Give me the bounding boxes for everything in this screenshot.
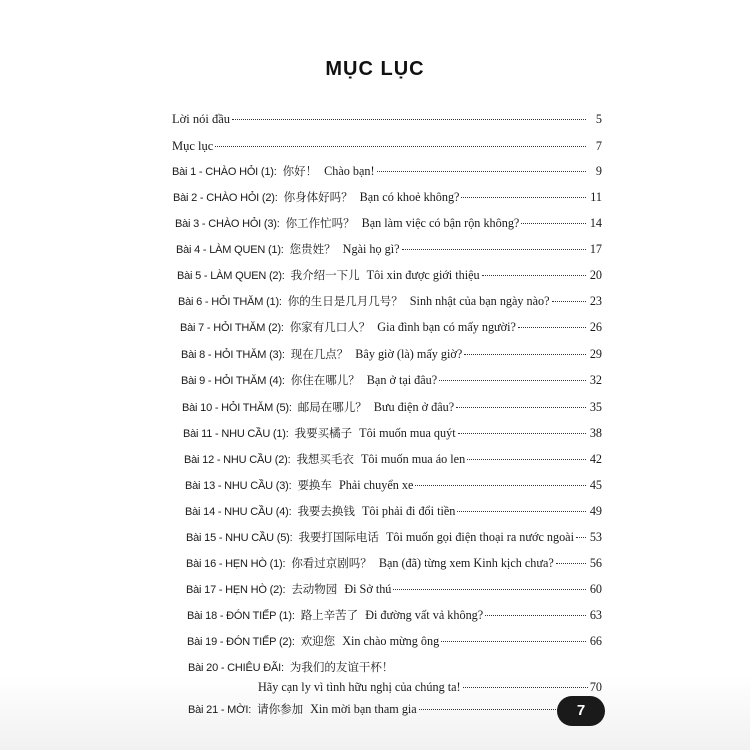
chinese-title: 欢迎您 bbox=[300, 634, 336, 648]
chinese-title: 去动物园 bbox=[291, 582, 338, 596]
toc-row[interactable] bbox=[182, 400, 602, 416]
vietnamese-title: Tôi muốn mua quýt bbox=[359, 426, 456, 440]
chinese-title: 你工作忙吗？ bbox=[285, 216, 355, 230]
toc-row[interactable] bbox=[176, 242, 602, 258]
lesson-number: Bài 11 - NHU CẦU (1): bbox=[183, 428, 289, 440]
toc-row-continuation[interactable] bbox=[258, 680, 602, 695]
toc-row-label bbox=[178, 294, 550, 310]
toc-row-label bbox=[181, 347, 462, 363]
lesson-number: Bài 13 - NHU CẦU (3): bbox=[185, 480, 292, 492]
chinese-title: 你看过京剧吗？ bbox=[291, 556, 372, 570]
toc-row-label bbox=[187, 634, 439, 650]
toc-row[interactable] bbox=[188, 660, 602, 676]
chinese-title: 你住在哪儿？ bbox=[290, 373, 360, 387]
chinese-title: 我要去换钱 bbox=[297, 504, 355, 518]
toc-row[interactable] bbox=[177, 268, 602, 284]
page-ref: 38 bbox=[589, 426, 602, 440]
lesson-number: Bài 5 - LÀM QUEN (2): bbox=[177, 270, 285, 282]
vietnamese-title: Lời nói đầu bbox=[172, 112, 230, 126]
dot-leader bbox=[402, 248, 586, 250]
chinese-title: 我要打国际电话 bbox=[298, 530, 379, 544]
vietnamese-title: Bưu điện ở đâu? bbox=[373, 400, 455, 414]
lesson-number: Bài 6 - HỎI THĂM (1): bbox=[178, 296, 282, 308]
page-ref: 14 bbox=[589, 216, 602, 230]
page-ref: 9 bbox=[595, 164, 602, 178]
vietnamese-title: Bạn có khoẻ không? bbox=[359, 190, 460, 204]
toc-row-label bbox=[177, 268, 480, 284]
toc-row[interactable] bbox=[184, 452, 602, 468]
toc-row[interactable] bbox=[183, 426, 602, 442]
toc-row[interactable] bbox=[187, 608, 602, 624]
lesson-number: Bài 3 - CHÀO HỎI (3): bbox=[175, 218, 280, 230]
toc-row-label bbox=[188, 660, 393, 676]
dot-leader bbox=[463, 686, 588, 688]
vietnamese-title: Chào bạn! bbox=[324, 164, 375, 178]
toc-row-label bbox=[184, 452, 465, 468]
dot-leader bbox=[456, 406, 586, 408]
toc-row[interactable] bbox=[185, 478, 602, 494]
toc-row[interactable] bbox=[186, 582, 602, 598]
dot-leader bbox=[485, 614, 586, 616]
page-ref: 26 bbox=[589, 320, 602, 334]
vietnamese-title: Tôi muốn mua áo len bbox=[360, 452, 466, 466]
toc-row-label bbox=[182, 400, 454, 416]
toc-row-label bbox=[186, 582, 391, 598]
page-ref: 60 bbox=[589, 582, 602, 596]
lesson-number: Bài 9 - HỎI THĂM (4): bbox=[181, 375, 285, 387]
toc-row[interactable] bbox=[172, 139, 602, 154]
toc-row-label bbox=[172, 112, 230, 127]
page-ref: 56 bbox=[589, 556, 602, 570]
chinese-title: 你家有几口人？ bbox=[289, 320, 371, 334]
toc-row[interactable] bbox=[186, 530, 602, 546]
vietnamese-title: Ngài họ gì? bbox=[342, 242, 400, 256]
toc-row[interactable] bbox=[172, 112, 602, 127]
lesson-number: Bài 21 - MỜI: bbox=[188, 704, 252, 716]
vietnamese-title: Hãy cạn ly vì tình hữu nghị của chúng ta! bbox=[258, 680, 461, 694]
page-ref: 5 bbox=[595, 112, 602, 126]
lesson-number: Bài 18 - ĐÓN TIẾP (1): bbox=[187, 610, 295, 622]
dot-leader bbox=[377, 170, 586, 172]
page-ref: 23 bbox=[589, 294, 602, 308]
page-ref: 17 bbox=[589, 242, 602, 256]
toc-row[interactable] bbox=[175, 216, 602, 232]
chinese-title: 邮局在哪儿？ bbox=[297, 400, 367, 414]
dot-leader bbox=[232, 118, 586, 120]
dot-leader bbox=[518, 326, 586, 328]
dot-leader bbox=[393, 588, 586, 590]
dot-leader bbox=[458, 432, 586, 434]
toc-row[interactable] bbox=[181, 373, 602, 389]
vietnamese-title: Đi đường vất vả không? bbox=[365, 608, 484, 622]
vietnamese-title: Bây giờ (là) mấy giờ? bbox=[355, 347, 463, 361]
page-ref: 32 bbox=[589, 373, 602, 387]
dot-leader bbox=[467, 458, 586, 460]
toc-row[interactable] bbox=[187, 634, 602, 650]
page-ref: 63 bbox=[589, 608, 602, 622]
lesson-number: Bài 10 - HỎI THĂM (5): bbox=[182, 402, 292, 414]
lesson-number: Bài 14 - NHU CẦU (4): bbox=[185, 506, 292, 518]
page-ref: 11 bbox=[590, 190, 602, 204]
page-ref: 7 bbox=[595, 139, 602, 153]
toc-row-label bbox=[180, 320, 516, 336]
toc-row-label bbox=[186, 530, 574, 546]
vietnamese-title: Bạn (đã) từng xem Kinh kịch chưa? bbox=[378, 556, 554, 570]
vietnamese-title: Xin mời bạn tham gia bbox=[310, 702, 417, 716]
toc-row-label bbox=[172, 139, 213, 154]
vietnamese-title: Sinh nhật của bạn ngày nào? bbox=[409, 294, 550, 308]
toc-row-label bbox=[185, 478, 413, 494]
toc-row[interactable] bbox=[188, 702, 602, 718]
vietnamese-title: Mục lục bbox=[172, 139, 214, 153]
toc-row-label bbox=[172, 164, 375, 180]
toc-row[interactable] bbox=[173, 190, 602, 206]
toc-row-label bbox=[185, 504, 455, 520]
vietnamese-title: Xin chào mừng ông bbox=[342, 634, 440, 648]
lesson-number: Bài 12 - NHU CẦU (2): bbox=[184, 454, 291, 466]
lesson-number: Bài 1 - CHÀO HỎI (1): bbox=[172, 166, 277, 178]
toc-row-label bbox=[188, 702, 417, 718]
vietnamese-title: Gia đình bạn có mấy người? bbox=[377, 320, 516, 334]
lesson-number: Bài 7 - HỎI THĂM (2): bbox=[180, 322, 284, 334]
lesson-number: Bài 20 - CHIÊU ĐÃI: bbox=[188, 662, 284, 674]
vietnamese-title: Đi Sở thú bbox=[344, 582, 392, 596]
toc-row-label bbox=[176, 242, 400, 258]
vietnamese-title: Bạn ở tại đâu? bbox=[366, 373, 438, 387]
page-ref: 45 bbox=[589, 478, 602, 492]
page-ref: 35 bbox=[589, 400, 602, 414]
vietnamese-title: Phải chuyển xe bbox=[338, 478, 414, 492]
lesson-number: Bài 2 - CHÀO HỎI (2): bbox=[173, 192, 278, 204]
page-ref: 70 bbox=[589, 680, 602, 694]
chinese-title: 现在几点？ bbox=[290, 347, 349, 361]
chinese-title: 请你参加 bbox=[257, 702, 304, 716]
page-ref: 66 bbox=[589, 634, 602, 648]
toc-row[interactable] bbox=[180, 320, 602, 336]
dot-leader bbox=[576, 536, 586, 538]
page-ref: 53 bbox=[589, 530, 602, 544]
page-title: MỤC LỤC bbox=[325, 58, 425, 80]
lesson-number: Bài 16 - HẸN HÒ (1): bbox=[186, 558, 286, 570]
page-ref: 42 bbox=[589, 452, 602, 466]
toc-row[interactable] bbox=[178, 294, 602, 310]
dot-leader bbox=[439, 379, 586, 381]
toc-row[interactable] bbox=[186, 556, 602, 572]
vietnamese-title: Bạn làm việc có bận rộn không? bbox=[361, 216, 520, 230]
chinese-title: 我想买毛衣 bbox=[296, 452, 354, 466]
lesson-number: Bài 4 - LÀM QUEN (1): bbox=[176, 244, 284, 256]
chinese-title: 要换车 bbox=[297, 478, 332, 492]
toc-row[interactable] bbox=[181, 347, 602, 363]
dot-leader bbox=[521, 222, 586, 224]
chinese-title: 你的生日是几月几号？ bbox=[287, 294, 403, 308]
dot-leader bbox=[482, 274, 586, 276]
page-ref: 20 bbox=[589, 268, 602, 282]
vietnamese-title: Tôi xin được giới thiệu bbox=[366, 268, 480, 282]
vietnamese-title: Tôi phải đi đổi tiền bbox=[361, 504, 456, 518]
dot-leader bbox=[215, 145, 586, 147]
dot-leader bbox=[441, 640, 586, 642]
chinese-title: 我要买橘子 bbox=[294, 426, 353, 440]
toc-row[interactable] bbox=[185, 504, 602, 520]
toc-row[interactable] bbox=[172, 164, 602, 180]
chinese-title: 您贵姓？ bbox=[289, 242, 336, 256]
dot-leader bbox=[464, 353, 586, 355]
toc-row-label bbox=[181, 373, 437, 389]
chinese-title: 为我们的友谊干杯！ bbox=[289, 660, 394, 674]
toc-row-label bbox=[173, 190, 459, 206]
page-ref: 29 bbox=[589, 347, 602, 361]
dot-leader bbox=[552, 300, 586, 302]
chinese-title: 路上辛苦了 bbox=[300, 608, 359, 622]
toc-row-label bbox=[186, 556, 554, 572]
page-ref: 49 bbox=[589, 504, 602, 518]
chinese-title: 你身体好吗？ bbox=[283, 190, 353, 204]
vietnamese-title: Tôi muốn gọi điện thoại ra nước ngoài bbox=[385, 530, 574, 544]
lesson-number: Bài 8 - HỎI THĂM (3): bbox=[181, 349, 285, 361]
toc-row-label bbox=[187, 608, 483, 624]
lesson-number: Bài 15 - NHU CẦU (5): bbox=[186, 532, 293, 544]
lesson-number: Bài 19 - ĐÓN TIẾP (2): bbox=[187, 636, 295, 648]
dot-leader bbox=[415, 484, 586, 486]
dot-leader bbox=[457, 510, 586, 512]
toc-row-label bbox=[183, 426, 456, 442]
dot-leader bbox=[461, 196, 586, 198]
dot-leader bbox=[556, 562, 586, 564]
page-number: 7 bbox=[557, 696, 605, 726]
chinese-title: 你好！ bbox=[282, 164, 318, 178]
chinese-title: 我介绍一下儿 bbox=[290, 268, 360, 282]
toc-row-label bbox=[175, 216, 519, 232]
lesson-number: Bài 17 - HẸN HÒ (2): bbox=[186, 584, 286, 596]
